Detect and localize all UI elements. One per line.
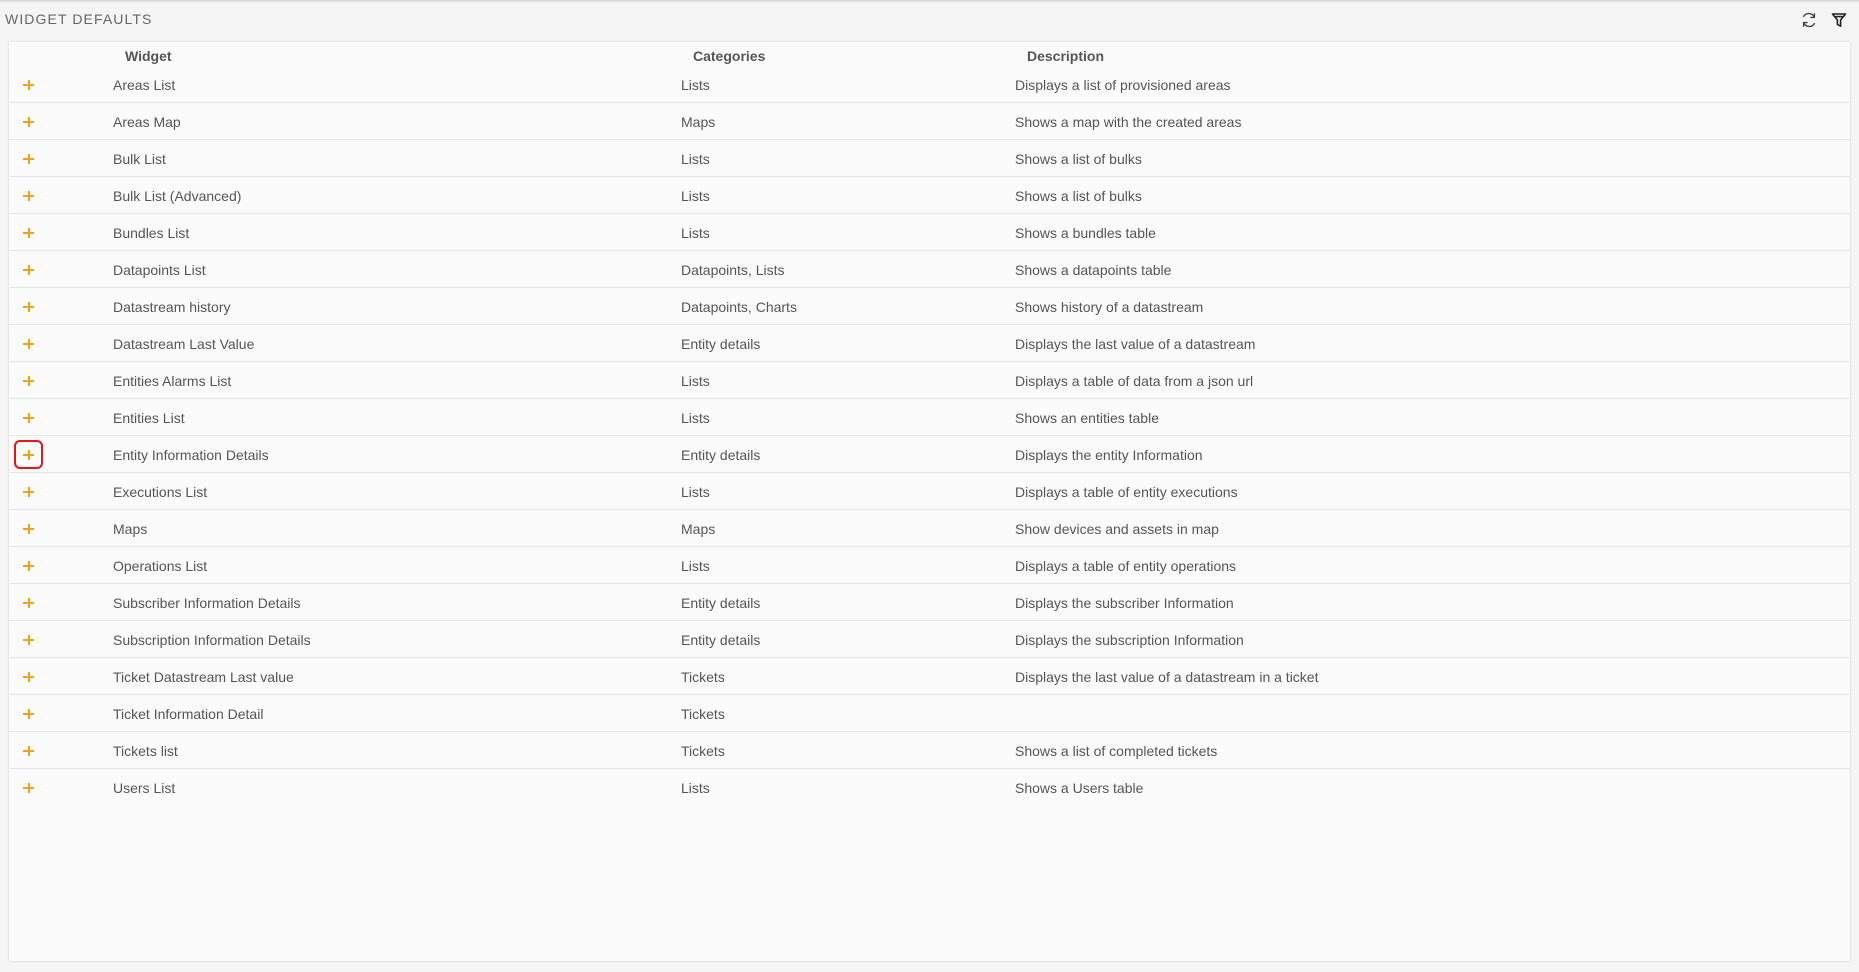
cell-widget: Subscriber Information Details	[113, 595, 301, 611]
cell-category: Lists	[681, 151, 710, 167]
plus-icon[interactable]	[14, 736, 43, 765]
table-row[interactable]	[9, 325, 1850, 362]
cell-category: Lists	[681, 558, 710, 574]
plus-icon[interactable]	[14, 588, 43, 617]
cell-description: Shows a bundles table	[1015, 225, 1156, 241]
table-row[interactable]	[9, 288, 1850, 325]
plus-icon[interactable]	[14, 107, 43, 136]
cell-category: Lists	[681, 780, 710, 796]
cell-widget: Bundles List	[113, 225, 190, 241]
cell-widget: Bulk List (Advanced)	[113, 188, 242, 204]
table-row[interactable]	[9, 584, 1850, 621]
panel-header	[0, 0, 1859, 40]
cell-description: Displays a table of entity executions	[1015, 484, 1238, 500]
plus-icon[interactable]	[14, 440, 43, 469]
cell-widget: Users List	[113, 780, 176, 796]
cell-category: Lists	[681, 225, 710, 241]
table-row[interactable]	[9, 658, 1850, 695]
table-row[interactable]	[9, 140, 1850, 177]
column-header-widget[interactable]: Widget	[125, 48, 172, 64]
table-row[interactable]	[9, 769, 1850, 806]
cell-category: Datapoints, Charts	[681, 299, 797, 315]
table-row[interactable]	[9, 251, 1850, 288]
plus-icon[interactable]	[14, 144, 43, 173]
cell-widget: Executions List	[113, 484, 208, 500]
cell-widget: Ticket Datastream Last value	[113, 669, 294, 685]
plus-icon[interactable]	[14, 625, 43, 654]
plus-icon[interactable]	[14, 773, 43, 802]
cell-widget: Bulk List	[113, 151, 166, 167]
column-header-categories[interactable]: Categories	[693, 48, 766, 64]
table-row[interactable]	[9, 695, 1850, 732]
cell-category: Lists	[681, 373, 710, 389]
cell-description: Shows history of a datastream	[1015, 299, 1204, 315]
table-row[interactable]	[9, 362, 1850, 399]
cell-widget: Areas List	[113, 77, 176, 93]
plus-icon[interactable]	[14, 403, 43, 432]
cell-widget: Areas Map	[113, 114, 181, 130]
cell-widget: Datastream history	[113, 299, 231, 315]
cell-category: Datapoints, Lists	[681, 262, 785, 278]
table-row[interactable]	[9, 214, 1850, 251]
cell-widget: Ticket Information Detail	[113, 706, 264, 722]
cell-description: Shows a list of completed tickets	[1015, 743, 1218, 759]
table-row[interactable]	[9, 399, 1850, 436]
column-header-description[interactable]: Description	[1027, 48, 1105, 64]
cell-description: Shows an entities table	[1015, 410, 1159, 426]
cell-description: Displays the entity Information	[1015, 447, 1203, 463]
plus-icon[interactable]	[14, 181, 43, 210]
plus-icon[interactable]	[14, 292, 43, 321]
cell-description: Displays the last value of a datastream in a ticket	[1015, 669, 1319, 685]
plus-icon[interactable]	[14, 514, 43, 543]
cell-category: Entity details	[681, 336, 761, 352]
cell-description: Displays the last value of a datastream	[1015, 336, 1256, 352]
cell-category: Tickets	[681, 706, 725, 722]
cell-category: Lists	[681, 484, 710, 500]
cell-category: Tickets	[681, 669, 725, 685]
plus-icon[interactable]	[14, 699, 43, 728]
cell-description: Shows a datapoints table	[1015, 262, 1172, 278]
widget-table	[9, 42, 1850, 961]
cell-description: Show devices and assets in map	[1015, 521, 1219, 537]
cell-widget: Tickets list	[113, 743, 178, 759]
cell-widget: Entities List	[113, 410, 185, 426]
plus-icon[interactable]	[14, 366, 43, 395]
cell-widget: Datastream Last Value	[113, 336, 255, 352]
cell-widget: Subscription Information Details	[113, 632, 311, 648]
plus-icon[interactable]	[14, 329, 43, 358]
cell-category: Entity details	[681, 447, 761, 463]
plus-icon[interactable]	[14, 662, 43, 691]
table-row[interactable]	[9, 103, 1850, 140]
plus-icon[interactable]	[14, 477, 43, 506]
table-row[interactable]	[9, 547, 1850, 584]
cell-widget: Entity Information Details	[113, 447, 269, 463]
cell-category: Maps	[681, 521, 716, 537]
cell-description: Shows a map with the created areas	[1015, 114, 1242, 130]
cell-widget: Datapoints List	[113, 262, 206, 278]
cell-description: Shows a list of bulks	[1015, 188, 1142, 204]
cell-widget: Maps	[113, 521, 148, 537]
table-row[interactable]	[9, 621, 1850, 658]
cell-description: Shows a Users table	[1015, 780, 1144, 796]
filter-icon[interactable]	[1829, 10, 1849, 30]
cell-category: Maps	[681, 114, 716, 130]
cell-description: Displays a table of data from a json url	[1015, 373, 1254, 389]
table-row[interactable]	[9, 177, 1850, 214]
cell-category: Lists	[681, 410, 710, 426]
table-row[interactable]	[9, 473, 1850, 510]
cell-category: Lists	[681, 77, 710, 93]
cell-category: Entity details	[681, 632, 761, 648]
table-row[interactable]	[9, 732, 1850, 769]
plus-icon[interactable]	[14, 551, 43, 580]
cell-description: Displays a list of provisioned areas	[1015, 77, 1231, 93]
plus-icon[interactable]	[14, 255, 43, 284]
page-title: WIDGET DEFAULTS	[5, 11, 153, 27]
plus-icon[interactable]	[14, 218, 43, 247]
cell-widget: Entities Alarms List	[113, 373, 232, 389]
cell-category: Lists	[681, 188, 710, 204]
cell-description: Shows a list of bulks	[1015, 151, 1142, 167]
cell-widget: Operations List	[113, 558, 208, 574]
cell-category: Entity details	[681, 595, 761, 611]
table-header	[9, 42, 1850, 66]
cell-description: Displays a table of entity operations	[1015, 558, 1237, 574]
cell-description: Displays the subscriber Information	[1015, 595, 1234, 611]
refresh-icon[interactable]	[1799, 10, 1819, 30]
table-row[interactable]	[9, 510, 1850, 547]
table-row[interactable]	[9, 436, 1850, 473]
table-row[interactable]	[9, 66, 1850, 103]
plus-icon[interactable]	[14, 70, 43, 99]
cell-description: Displays the subscription Information	[1015, 632, 1244, 648]
cell-category: Tickets	[681, 743, 725, 759]
